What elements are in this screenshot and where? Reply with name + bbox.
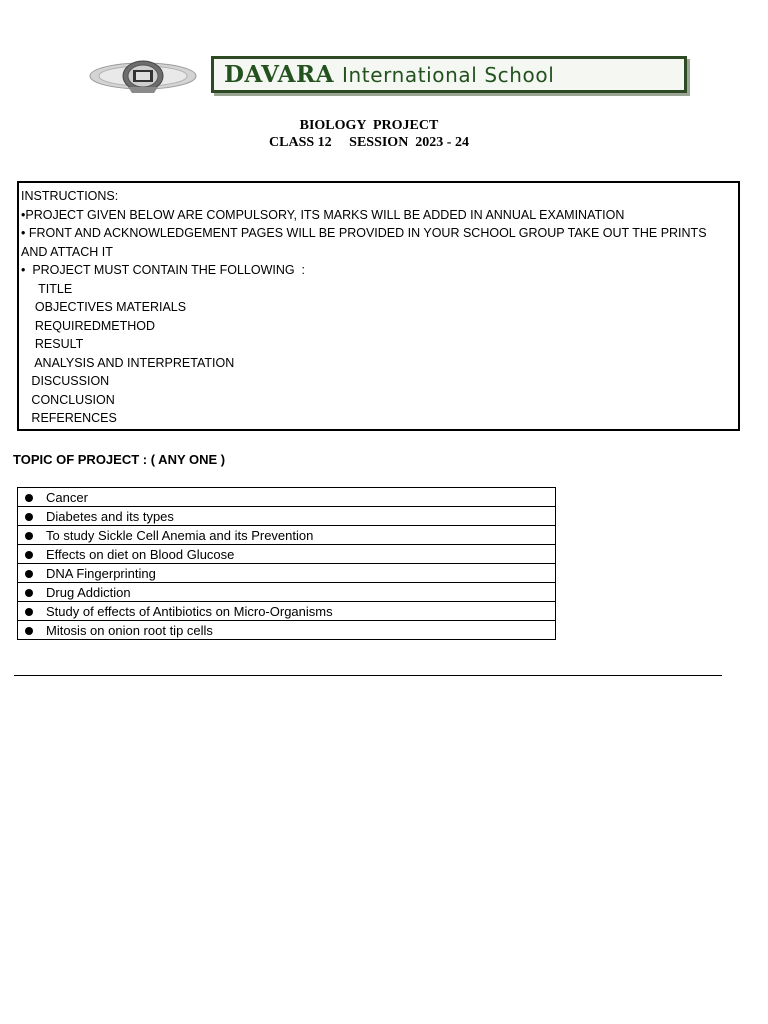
required-section: REQUIREDMETHOD	[21, 318, 156, 333]
topic-row	[18, 526, 556, 545]
topic-row	[18, 507, 556, 526]
required-section: DISCUSSION	[21, 374, 110, 388]
bullet-icon	[25, 608, 33, 616]
bullet-icon	[25, 494, 33, 502]
class-session: CLASS 12 SESSION 2023 - 24	[269, 135, 469, 150]
required-section: RESULT	[21, 337, 84, 351]
required-section: ANALYSIS AND INTERPRETATION	[21, 355, 235, 370]
required-section: TITLE	[21, 281, 73, 296]
bullet-icon	[25, 570, 33, 578]
school-name-bold: DAVARA	[224, 61, 334, 88]
instruction-point: •PROJECT GIVEN BELOW ARE COMPULSORY, ITS MARKS WILL BE ADDED IN ANNUAL EXAMINATION	[21, 207, 625, 222]
topic-item: Drug Addiction	[40, 583, 556, 602]
document-title	[0, 117, 738, 151]
topic-item: To study Sickle Cell Anemia and its Prevention	[40, 526, 556, 545]
required-section: CONCLUSION	[21, 392, 115, 407]
topic-row	[18, 621, 556, 640]
topic-list-table	[17, 487, 556, 640]
school-name-rest: International School	[341, 62, 555, 87]
topic-heading: TOPIC OF PROJECT : ( ANY ONE )	[13, 452, 226, 467]
bullet-icon	[25, 532, 33, 540]
instructions-box	[17, 181, 740, 431]
required-section: REFERENCES	[21, 411, 117, 425]
topic-item: Effects on diet on Blood Glucose	[40, 545, 556, 564]
required-section: OBJECTIVES MATERIALS	[21, 300, 187, 314]
instruction-point: • PROJECT MUST CONTAIN THE FOLLOWING :	[21, 263, 306, 277]
school-crest-logo	[88, 56, 198, 96]
topic-row	[18, 488, 556, 507]
topic-row	[18, 602, 556, 621]
topic-item: Mitosis on onion root tip cells	[40, 621, 556, 640]
project-title: BIOLOGY PROJECT	[299, 118, 439, 133]
bullet-icon	[25, 513, 33, 521]
topic-item: Cancer	[40, 488, 556, 507]
school-name-banner	[211, 56, 687, 93]
bullet-icon	[25, 589, 33, 597]
instructions-heading: INSTRUCTIONS:	[21, 189, 119, 203]
bullet-icon	[25, 551, 33, 559]
topic-item: Diabetes and its types	[40, 507, 556, 526]
topic-item: Study of effects of Antibiotics on Micro-Organisms	[40, 602, 556, 621]
horizontal-divider	[14, 675, 722, 676]
topic-item: DNA Fingerprinting	[40, 564, 556, 583]
instruction-point: • FRONT AND ACKNOWLEDGEMENT PAGES WILL BE PROVIDED IN YOUR SCHOOL GROUP TAKE OUT THE PRINTS AND ATTACH IT	[21, 226, 707, 259]
bullet-icon	[25, 627, 33, 635]
topic-row	[18, 583, 556, 602]
topic-row	[18, 545, 556, 564]
topic-row	[18, 564, 556, 583]
